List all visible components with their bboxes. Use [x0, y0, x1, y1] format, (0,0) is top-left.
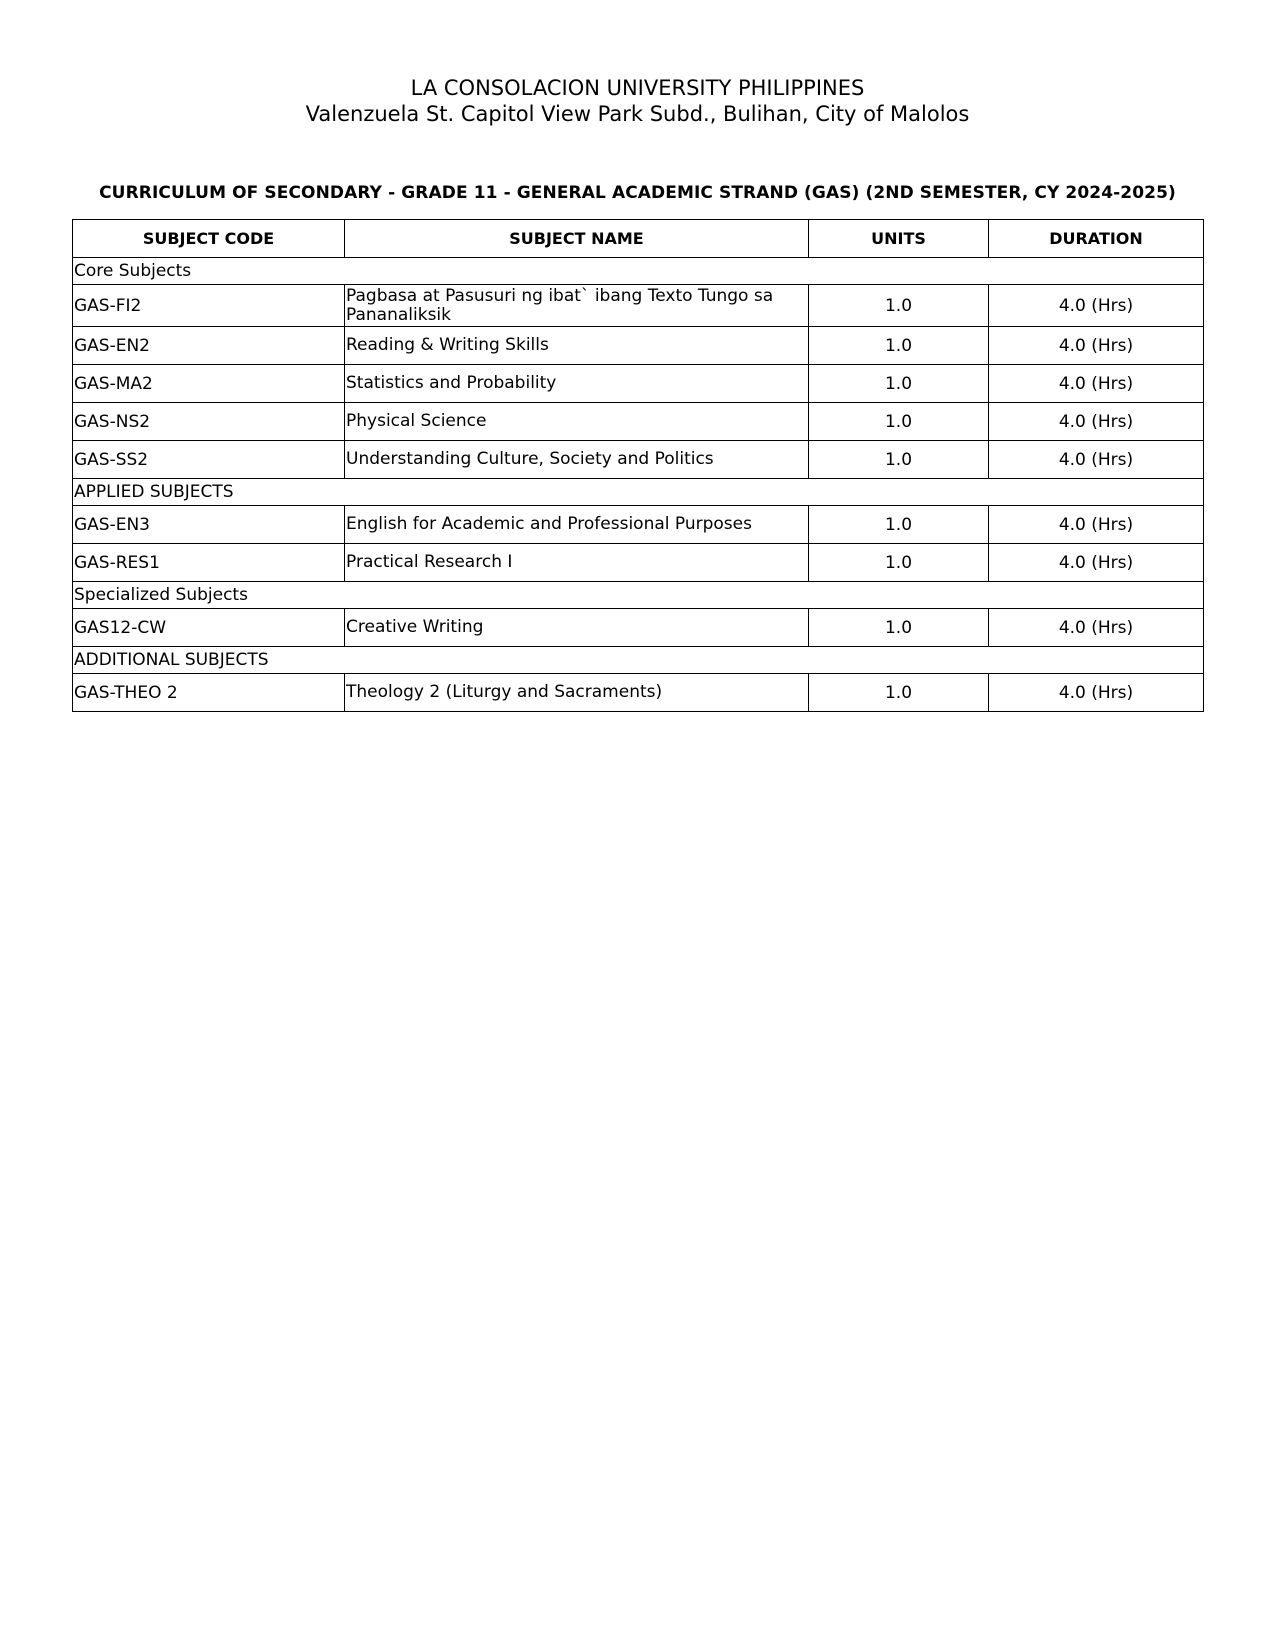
school-name: LA CONSOLACION UNIVERSITY PHILIPPINES: [410, 76, 865, 100]
subject-code: GAS-EN3: [73, 506, 345, 544]
table-row: [73, 506, 1204, 544]
curriculum-table: [72, 219, 1204, 712]
table-row: [73, 403, 1204, 441]
subject-units: 1.0: [809, 403, 989, 441]
subject-units: 1.0: [809, 285, 989, 327]
document-header: [0, 75, 1275, 127]
table-header-row: [73, 220, 1204, 258]
subject-code: GAS-EN2: [73, 327, 345, 365]
subject-name: Pagbasa at Pasusuri ng ibat` ibang Texto Tungo sa Pananaliksik: [345, 285, 809, 327]
section-row-applied: [73, 479, 1204, 506]
subject-name: Physical Science: [345, 403, 809, 441]
section-row-core: [73, 258, 1204, 285]
section-label: ADDITIONAL SUBJECTS: [73, 647, 1204, 674]
subject-duration: 4.0 (Hrs): [989, 327, 1204, 365]
column-header-units: UNITS: [809, 220, 989, 258]
table-row: [73, 674, 1204, 712]
subject-units: 1.0: [809, 609, 989, 647]
section-label: Core Subjects: [73, 258, 1204, 285]
subject-duration: 4.0 (Hrs): [989, 365, 1204, 403]
table-body: [73, 258, 1204, 712]
table-row: [73, 544, 1204, 582]
subject-name: Understanding Culture, Society and Politics: [345, 441, 809, 479]
section-row-specialized: [73, 582, 1204, 609]
section-row-additional: [73, 647, 1204, 674]
table-row: [73, 327, 1204, 365]
subject-code: GAS12-CW: [73, 609, 345, 647]
subject-duration: 4.0 (Hrs): [989, 285, 1204, 327]
school-address: Valenzuela St. Capitol View Park Subd., Bulihan, City of Malolos: [305, 102, 970, 126]
table-row: [73, 285, 1204, 327]
subject-units: 1.0: [809, 506, 989, 544]
subject-duration: 4.0 (Hrs): [989, 506, 1204, 544]
subject-name: English for Academic and Professional Purposes: [345, 506, 809, 544]
subject-units: 1.0: [809, 544, 989, 582]
subject-duration: 4.0 (Hrs): [989, 544, 1204, 582]
subject-units: 1.0: [809, 441, 989, 479]
subject-units: 1.0: [809, 327, 989, 365]
column-header-duration: DURATION: [989, 220, 1204, 258]
subject-code: GAS-MA2: [73, 365, 345, 403]
subject-code: GAS-RES1: [73, 544, 345, 582]
subject-code: GAS-THEO 2: [73, 674, 345, 712]
table-row: [73, 441, 1204, 479]
section-label: APPLIED SUBJECTS: [73, 479, 1204, 506]
subject-units: 1.0: [809, 365, 989, 403]
subject-code: GAS-FI2: [73, 285, 345, 327]
subject-name: Practical Research I: [345, 544, 809, 582]
subject-name: Reading & Writing Skills: [345, 327, 809, 365]
curriculum-title: CURRICULUM OF SECONDARY - GRADE 11 - GENERAL ACADEMIC STRAND (GAS) (2ND SEMESTER, CY 2024-2025): [99, 183, 1176, 203]
column-header-subject-name: SUBJECT NAME: [345, 220, 809, 258]
subject-code: GAS-SS2: [73, 441, 345, 479]
subject-duration: 4.0 (Hrs): [989, 609, 1204, 647]
table-row: [73, 609, 1204, 647]
subject-name: Theology 2 (Liturgy and Sacraments): [345, 674, 809, 712]
subject-code: GAS-NS2: [73, 403, 345, 441]
table-row: [73, 365, 1204, 403]
subject-units: 1.0: [809, 674, 989, 712]
subject-duration: 4.0 (Hrs): [989, 441, 1204, 479]
section-label: Specialized Subjects: [73, 582, 1204, 609]
subject-duration: 4.0 (Hrs): [989, 674, 1204, 712]
subject-name: Creative Writing: [345, 609, 809, 647]
subject-duration: 4.0 (Hrs): [989, 403, 1204, 441]
column-header-subject-code: SUBJECT CODE: [73, 220, 345, 258]
subject-name: Statistics and Probability: [345, 365, 809, 403]
